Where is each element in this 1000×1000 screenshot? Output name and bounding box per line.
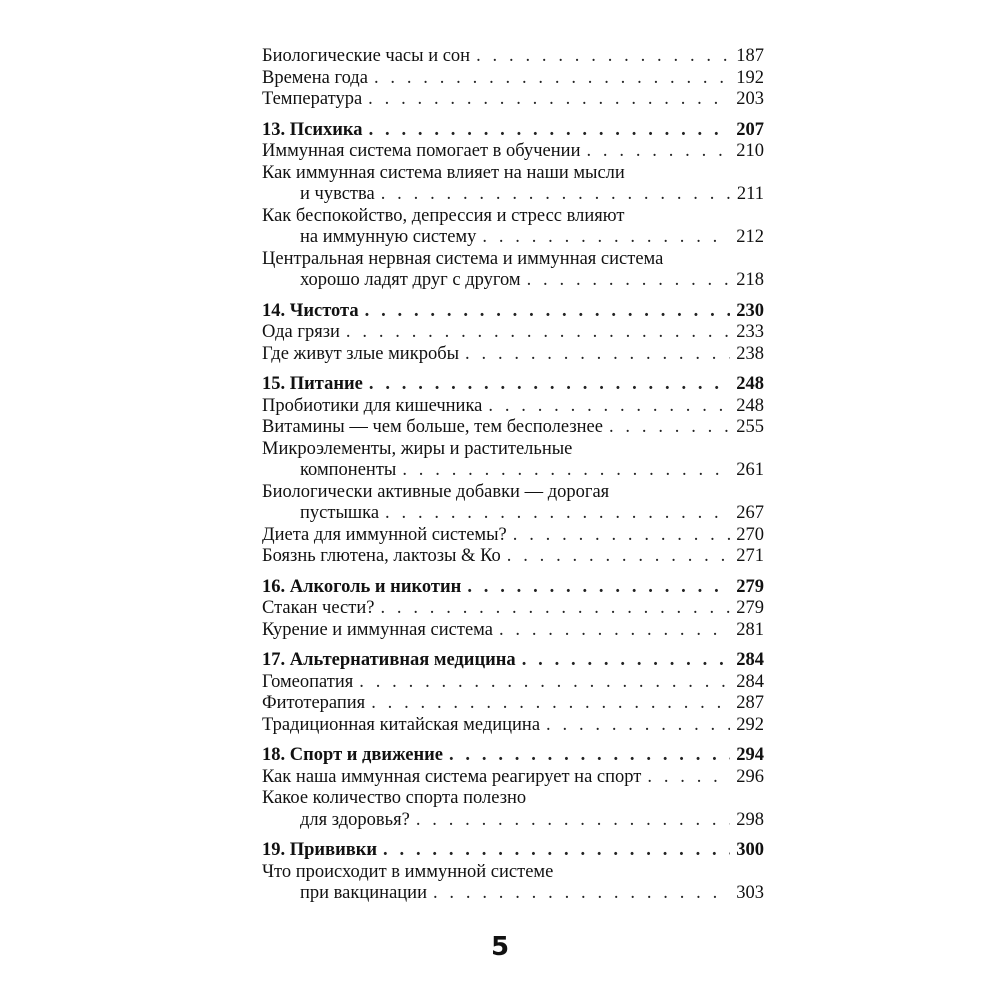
page-ref: 300 — [736, 840, 764, 860]
toc-line — [262, 417, 764, 439]
dot-leader — [476, 46, 730, 68]
toc-section-entry — [262, 89, 764, 111]
chapter-title: 18. Спорт и движение — [262, 745, 443, 765]
toc-line — [262, 89, 764, 111]
page-ref: 211 — [736, 184, 764, 204]
toc-line — [262, 374, 764, 396]
toc-line — [262, 206, 764, 228]
section-title: Биологические часы и сон — [262, 46, 471, 66]
page-ref: 279 — [736, 598, 764, 618]
dot-leader — [488, 396, 730, 418]
dot-leader — [546, 715, 730, 737]
section-title: Традиционная китайская медицина — [262, 714, 541, 735]
dot-leader — [365, 301, 731, 323]
dot-leader — [433, 883, 730, 905]
toc-line — [262, 249, 764, 271]
page-ref: 270 — [736, 524, 764, 545]
chapter-title: 19. Прививки — [262, 840, 378, 860]
toc-line — [262, 120, 764, 142]
dot-leader — [383, 840, 730, 862]
dot-leader — [465, 344, 730, 366]
toc-section-entry — [262, 546, 764, 568]
section-title: хорошо ладят друг с другом — [300, 270, 521, 290]
toc-line — [262, 715, 764, 737]
dot-leader — [369, 120, 731, 142]
section-title: Что происходит в иммунной системе — [262, 861, 554, 882]
toc-line — [262, 788, 764, 810]
page-ref: 248 — [736, 395, 764, 416]
toc-chapter-entry — [262, 120, 764, 142]
page-ref: 203 — [736, 89, 764, 109]
toc-chapter-entry — [262, 840, 764, 862]
section-title: Где живут злые микробы — [262, 343, 460, 364]
toc-section-entry — [262, 249, 764, 292]
toc-chapter-entry — [262, 745, 764, 767]
page-ref: 233 — [736, 322, 764, 342]
toc-line — [262, 883, 764, 905]
section-title: компоненты — [300, 460, 397, 480]
toc-line — [262, 577, 764, 599]
toc-line — [262, 598, 764, 620]
section-title: Витамины — чем больше, тем бесполезнее — [262, 417, 603, 437]
chapter-title: 14. Чистота — [262, 300, 359, 321]
page-ref: 238 — [736, 343, 764, 364]
dot-leader — [402, 460, 730, 482]
chapter-title: 16. Алкоголь и никотин — [262, 576, 462, 597]
dot-leader — [527, 270, 731, 292]
toc-line — [262, 650, 764, 672]
page-ref: 298 — [736, 809, 764, 830]
toc-line — [262, 396, 764, 418]
toc-section-entry — [262, 46, 764, 68]
toc-line — [262, 620, 764, 642]
toc-line — [262, 546, 764, 568]
dot-leader — [346, 322, 730, 344]
section-title: Пробиотики для кишечника — [262, 395, 483, 416]
section-title: Стакан чести? — [262, 598, 375, 618]
toc-line — [262, 767, 764, 789]
page-ref: 261 — [736, 460, 764, 480]
page-number: 5 — [490, 932, 510, 962]
toc-section-entry — [262, 862, 764, 905]
dot-leader — [482, 227, 730, 249]
section-title: Как иммунная система влияет на наши мысли — [262, 162, 625, 183]
section-title: и чувства — [300, 184, 375, 204]
toc-section-entry — [262, 672, 764, 694]
dot-leader — [368, 89, 730, 111]
toc-line — [262, 227, 764, 249]
page-ref: 296 — [736, 766, 764, 787]
page-ref: 210 — [736, 141, 764, 161]
toc-line — [262, 460, 764, 482]
dot-leader — [513, 525, 730, 547]
page-ref: 284 — [736, 650, 764, 670]
section-title: Ода грязи — [262, 322, 340, 342]
toc-line — [262, 270, 764, 292]
table-of-contents — [262, 46, 764, 905]
dot-leader — [449, 745, 730, 767]
toc-section-entry — [262, 693, 764, 715]
section-title: Какое количество спорта полезно — [262, 788, 527, 808]
section-title: Времена года — [262, 67, 368, 88]
section-title: для здоровья? — [300, 809, 410, 830]
page-ref: 294 — [736, 745, 764, 765]
toc-section-entry — [262, 715, 764, 737]
toc-section-entry — [262, 598, 764, 620]
toc-section-entry — [262, 163, 764, 206]
dot-leader — [522, 650, 731, 672]
toc-chapter-entry — [262, 650, 764, 672]
page-ref: 255 — [736, 417, 764, 437]
page-ref: 248 — [736, 374, 764, 394]
dot-leader — [609, 417, 730, 439]
toc-section-entry — [262, 322, 764, 344]
dot-leader — [507, 546, 731, 568]
section-title: Диета для иммунной системы? — [262, 524, 507, 545]
toc-chapter-entry — [262, 577, 764, 599]
dot-leader — [647, 767, 730, 789]
dot-leader — [499, 620, 730, 642]
toc-line — [262, 672, 764, 694]
toc-line — [262, 344, 764, 366]
dot-leader — [369, 374, 730, 396]
page-ref: 303 — [736, 883, 764, 903]
section-title: Гомеопатия — [262, 671, 354, 692]
dot-leader — [416, 810, 730, 832]
toc-line — [262, 141, 764, 163]
toc-line — [262, 46, 764, 68]
toc-line — [262, 503, 764, 525]
toc-line — [262, 525, 764, 547]
page-ref: 281 — [736, 619, 764, 640]
toc-chapter-entry — [262, 374, 764, 396]
page-ref: 284 — [736, 671, 764, 692]
toc-line — [262, 301, 764, 323]
toc-section-entry — [262, 417, 764, 439]
page-ref: 207 — [736, 119, 764, 140]
dot-leader — [467, 577, 730, 599]
page-ref: 212 — [736, 227, 764, 247]
toc-line — [262, 68, 764, 90]
dot-leader — [385, 503, 730, 525]
dot-leader — [359, 672, 730, 694]
chapter-title: 13. Психика — [262, 119, 363, 140]
toc-section-entry — [262, 206, 764, 249]
toc-section-entry — [262, 767, 764, 789]
section-title: Температура — [262, 89, 363, 109]
section-title: Биологически активные добавки — дорогая — [262, 481, 610, 502]
page-ref: 292 — [736, 714, 764, 735]
chapter-title: 17. Альтернативная медицина — [262, 650, 516, 670]
section-title: Как беспокойство, депрессия и стресс влияют — [262, 205, 625, 226]
section-title: Как наша иммунная система реагирует на спорт — [262, 766, 642, 787]
section-title: пустышка — [300, 503, 380, 523]
page-ref: 187 — [736, 46, 764, 66]
toc-section-entry — [262, 482, 764, 525]
section-title: Центральная нервная система и иммунная система — [262, 248, 664, 269]
dot-leader — [374, 68, 730, 90]
chapter-title: 15. Питание — [262, 374, 363, 394]
toc-line — [262, 163, 764, 185]
page-ref: 218 — [736, 270, 764, 290]
section-title: Микроэлементы, жиры и растительные — [262, 438, 573, 459]
toc-line — [262, 439, 764, 461]
toc-line — [262, 840, 764, 862]
dot-leader — [586, 141, 730, 163]
section-title: Курение и иммунная система — [262, 619, 493, 640]
toc-line — [262, 482, 764, 504]
section-title: Боязнь глютена, лактозы & Ко — [262, 546, 501, 566]
page-ref: 279 — [736, 576, 764, 597]
page-ref: 287 — [736, 693, 764, 713]
toc-section-entry — [262, 439, 764, 482]
section-title: на иммунную систему — [300, 227, 477, 247]
dot-leader — [380, 598, 730, 620]
page-ref: 230 — [736, 300, 764, 321]
toc-line — [262, 693, 764, 715]
toc-section-entry — [262, 525, 764, 547]
toc-section-entry — [262, 396, 764, 418]
toc-line — [262, 810, 764, 832]
toc-line — [262, 862, 764, 884]
toc-line — [262, 184, 764, 206]
page-ref: 271 — [736, 546, 764, 566]
dot-leader — [371, 693, 730, 715]
toc-section-entry — [262, 141, 764, 163]
dot-leader — [381, 184, 731, 206]
toc-section-entry — [262, 344, 764, 366]
toc-line — [262, 745, 764, 767]
section-title: Фитотерапия — [262, 693, 366, 713]
toc-section-entry — [262, 620, 764, 642]
page-ref: 192 — [736, 67, 764, 88]
toc-section-entry — [262, 788, 764, 831]
toc-chapter-entry — [262, 301, 764, 323]
page-ref: 267 — [736, 503, 764, 523]
toc-line — [262, 322, 764, 344]
section-title: при вакцинации — [300, 883, 427, 903]
toc-section-entry — [262, 68, 764, 90]
section-title: Иммунная система помогает в обучении — [262, 141, 581, 161]
